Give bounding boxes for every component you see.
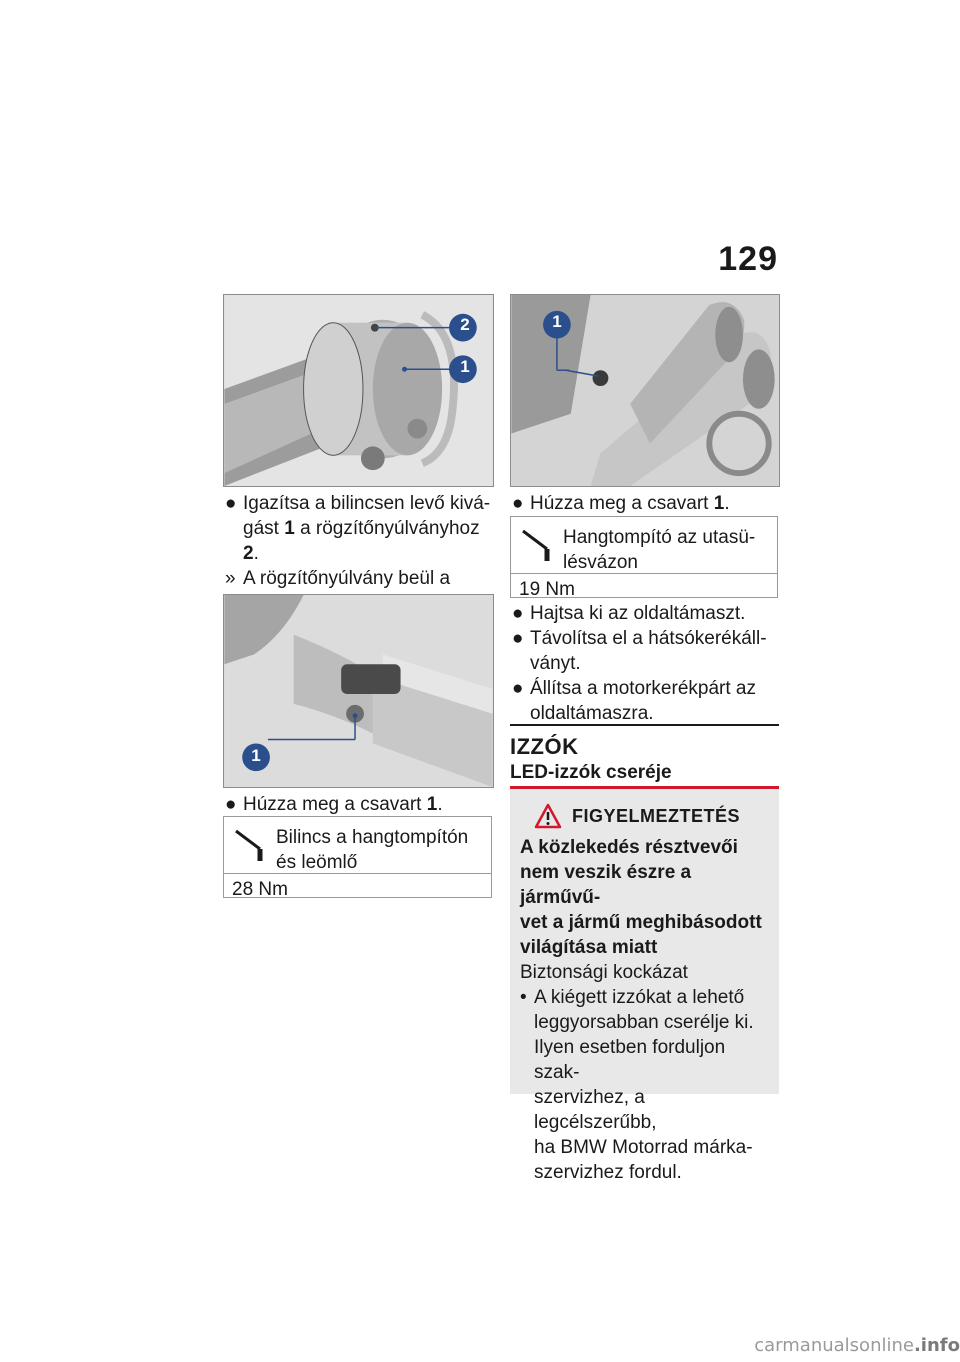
right-step-1	[510, 491, 780, 516]
section-heading: IZZÓK	[510, 734, 579, 759]
watermark: carmanualsonline.info	[754, 1335, 960, 1356]
step-tighten-screw: ● Húzza meg a csavart 1.	[225, 794, 443, 815]
torque-wrench-icon	[234, 827, 268, 863]
step-set-on-sidestand: ● Állítsa a motorkerékpárt az oldaltámaszra.	[512, 678, 756, 724]
step-align-clamp: ● Igazítsa a bilincsen levő kivá- gást 1 a rögzítőnyúlványhoz 2.	[225, 493, 491, 564]
bullet-icon: •	[520, 987, 527, 1008]
subsection-heading: LED-izzók cseréje	[510, 762, 672, 783]
figure-clamp-screw	[223, 594, 494, 788]
bullet-icon: ●	[512, 628, 524, 649]
step-remove-rear-stand: ● Távolítsa el a hátsókerékáll- ványt.	[512, 628, 767, 674]
section-rule	[510, 724, 779, 726]
bullet-icon: ●	[512, 493, 524, 514]
callout-1: 1	[251, 746, 261, 765]
step-fold-out-sidestand: ● Hajtsa ki az oldaltámaszt.	[512, 603, 746, 624]
bullet-icon: ●	[225, 794, 237, 815]
page-number: 129	[718, 240, 778, 278]
result-arrow-icon: »	[225, 568, 236, 589]
warning-title: FIGYELMEZTETÉS	[520, 803, 769, 829]
clamp-illustration	[224, 295, 493, 486]
torque-spec-value: 28 Nm	[232, 879, 288, 900]
warning-triangle-icon	[534, 803, 562, 829]
warning-risk: Biztonsági kockázat	[520, 962, 688, 983]
callout-1: 1	[460, 357, 470, 376]
bullet-icon: ●	[512, 603, 524, 624]
figure-silencer-frame	[510, 294, 780, 487]
warning-hazard: A közlekedés résztvevői nem veszik észre a járművű- vet a jármű meghibásodott világítása miatt	[520, 837, 762, 958]
exhaust-clamp-illustration	[224, 595, 493, 787]
result-line: » A rögzítőnyúlvány beül a	[225, 568, 451, 589]
warning-action: • A kiégett izzókat a lehető leggyorsabban cserélje ki. Ilyen esetben forduljon szak- szervizhez, a legcélszerűbb, ha BMW Motorrad márka- szervizhez fordul.	[520, 987, 754, 1183]
torque-spec-label: Hangtompító az utasü- lésvázon	[511, 517, 777, 574]
torque-spec-label: Bilincs a hangtompítón és leömlő	[224, 817, 491, 874]
callout-1: 1	[552, 312, 562, 331]
torque-spec-value: 19 Nm	[519, 579, 575, 600]
bullet-icon: ●	[225, 493, 237, 514]
figure-clamp-alignment	[223, 294, 494, 487]
torque-wrench-icon	[521, 527, 555, 563]
step-tighten-screw: ● Húzza meg a csavart 1.	[512, 493, 730, 514]
torque-spec-silencer	[510, 516, 778, 598]
warning-box	[510, 786, 779, 1183]
left-steps-2	[223, 792, 495, 817]
torque-spec-clamp	[223, 816, 492, 898]
callout-2: 2	[460, 315, 470, 334]
right-steps-2	[510, 601, 780, 726]
bullet-icon: ●	[512, 678, 524, 699]
